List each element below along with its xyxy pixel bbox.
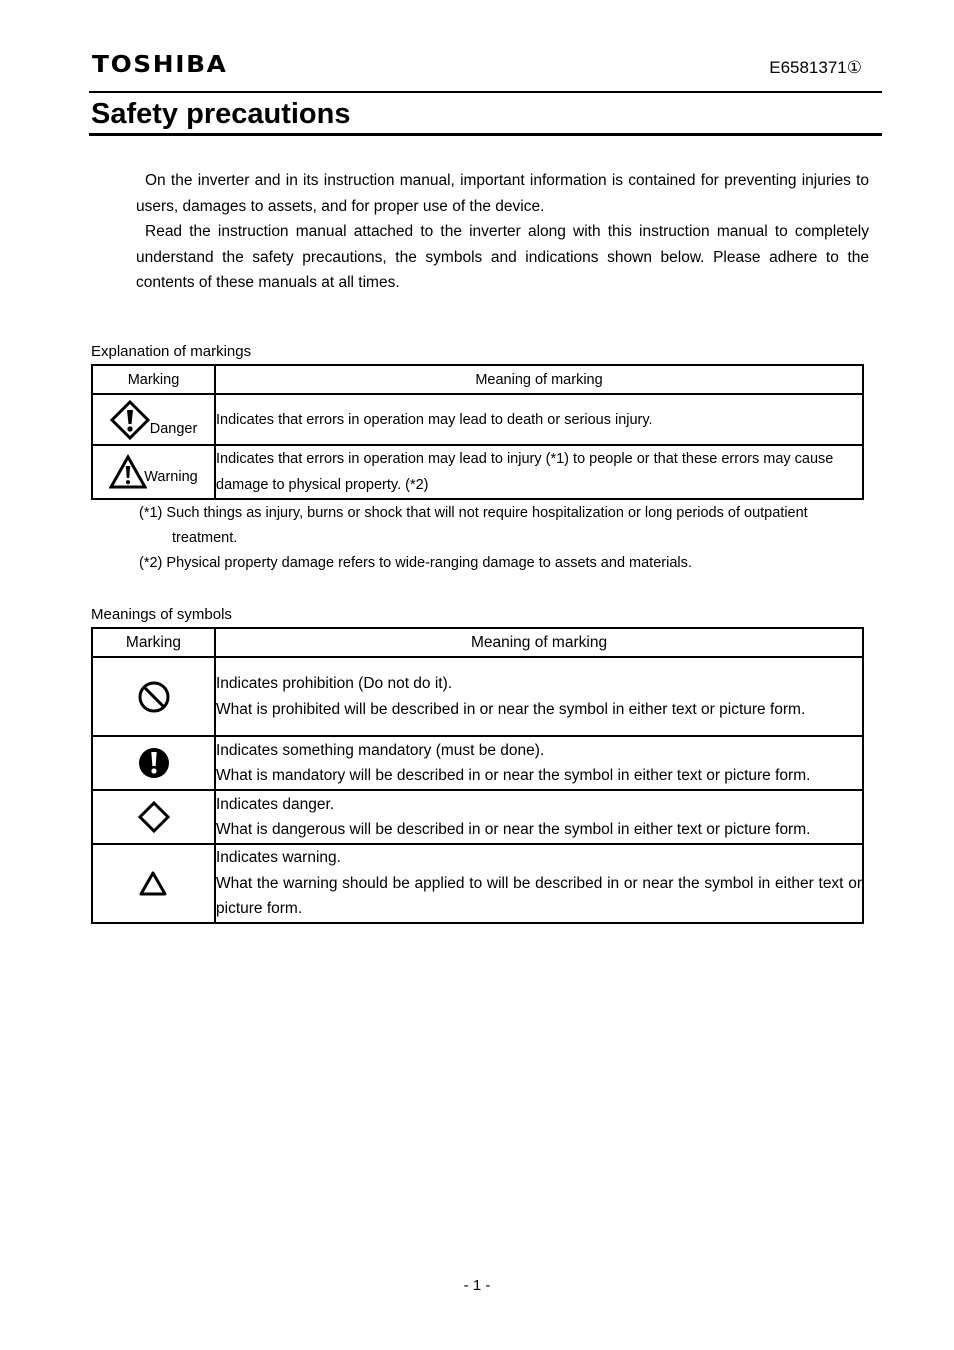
title-rule <box>89 133 882 136</box>
table-row <box>92 394 863 445</box>
meaning-cell <box>215 736 863 790</box>
meaning-line: Indicates danger. <box>216 795 335 813</box>
column-header: Marking <box>92 628 215 657</box>
warning-triangle-icon <box>137 869 171 899</box>
column-header: Meaning of marking <box>215 628 863 657</box>
footnote: (*2) Physical property damage refers to wide-ranging damage to assets and materials. <box>139 555 692 571</box>
meaning-line: Indicates something mandatory (must be done). <box>216 741 545 759</box>
symbol-cell <box>92 657 215 736</box>
document-number: E6581371① <box>769 58 862 77</box>
meaning-line: What is prohibited will be described in or near the symbol in either text or picture form. <box>216 700 806 718</box>
table-row <box>92 445 863 499</box>
marking-label: Warning <box>144 469 198 485</box>
markings-caption: Explanation of markings <box>91 343 252 360</box>
meaning-line: Indicates prohibition (Do not do it). <box>216 675 453 692</box>
warning-exclamation-triangle-icon <box>109 454 147 490</box>
mandatory-icon <box>137 746 171 780</box>
toshiba-logo: TOSHIBA <box>92 52 228 78</box>
marking-cell <box>92 445 215 499</box>
meaning-cell: Indicates that errors in operation may lead to death or serious injury. <box>215 394 863 445</box>
table-header-row <box>92 365 863 394</box>
danger-exclamation-diamond-icon <box>110 400 150 440</box>
table-row <box>92 657 863 736</box>
table-header-row <box>92 628 863 657</box>
column-header: Marking <box>92 365 215 394</box>
meaning-cell <box>215 657 863 736</box>
meaning-line: Indicates warning. <box>216 849 341 867</box>
page-number: - 1 - <box>463 1277 491 1294</box>
prohibition-icon <box>137 680 171 714</box>
meaning-cell <box>215 790 863 844</box>
markings-table <box>91 364 864 500</box>
intro-paragraph: Read the instruction manual attached to the inverter along with this instruction manual to completely understand the safety precautions, the symbols and indications shown below. Please adhere to the contents of these manuals at all times. <box>136 223 869 291</box>
intro-paragraph: On the inverter and in its instruction manual, important information is contained for preventing injuries to users, damages to assets, and for proper use of the device. <box>136 172 869 215</box>
meaning-cell: Indicates that errors in operation may lead to injury (*1) to people or that these errors may cause damage to physical property. (*2) <box>215 445 863 499</box>
intro-text <box>136 168 869 296</box>
symbols-caption: Meanings of symbols <box>91 606 232 623</box>
symbol-cell <box>92 844 215 923</box>
table-row <box>92 844 863 923</box>
footnotes <box>139 501 874 576</box>
header-rule <box>89 91 882 93</box>
marking-label: Danger <box>149 420 198 437</box>
meaning-line: What is mandatory will be described in or near the symbol in either text or picture form. <box>216 767 811 784</box>
table-row <box>92 790 863 844</box>
meaning-line: What is dangerous will be described in or near the symbol in either text or picture form. <box>216 821 811 838</box>
marking-cell <box>92 394 215 445</box>
symbol-cell <box>92 736 215 790</box>
symbols-table <box>91 627 864 924</box>
page-title: Safety precautions <box>91 98 351 130</box>
meaning-line: What the warning should be applied to will be described in or near the symbol in either text or picture form. <box>216 874 862 918</box>
meaning-cell <box>215 844 863 923</box>
footnote: (*1) Such things as injury, burns or shock that will not require hospitalization or long periods of outpatient treatment. <box>139 505 808 546</box>
column-header: Meaning of marking <box>215 365 863 394</box>
table-row <box>92 736 863 790</box>
danger-diamond-icon <box>137 800 171 834</box>
symbol-cell <box>92 790 215 844</box>
